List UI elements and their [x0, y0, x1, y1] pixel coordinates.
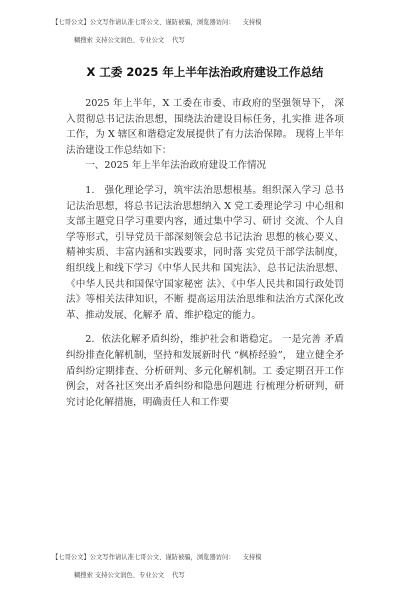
- intro-paragraph: 2025 年上半年，X 工委在市委、市政府的坚强领导下， 深入贯彻总书记法治思想，围绕法治建设目标任务，扎实推 进各项工作，为 X 辖区和谐稳定发展提供了有力法治保障。 现将上半年法治建设工作总结如下：: [66, 98, 344, 156]
- body-paragraph-2: 2．依法化解矛盾纠纷，维护社会和谐稳定。 一是完善 矛盾纠纷排查化解机制，坚持和发展新时代 “枫桥经验”， 建立健全矛盾纠纷定期排查、分析研判、多元化解机制。工 委定期召开工作例会，对各社区突出矛盾纠纷和隐患问题进 行梳理分析研判，研究讨论化解措施，明确责任人和工作要: [66, 334, 344, 408]
- banner-line-2: 糊搜索 支持公文润色、专业公文 代写: [74, 37, 185, 44]
- body-paragraph-1: 1． 强化理论学习，筑牢法治思想根基。组织深入学习 总书记法治思想，将总书记法治思想纳入 X 党工委理论学习 中心组和支部主题党日学习重要内容，通过集中学习、研讨 交流、个人自学等形式，引导党员干部深刻领会总书记法治 思想的核心要义、精神实质、丰富内涵和实践要求，同时落 实党员干部学法制度，组织线上和线下学习《中华人民共和 国宪法》、总书记法治思想、《中华人民共和国保守国家秘密 法》、《中华人民共和国行政处罚法》等相关法律知识，不断 提高运用法治思维和法治方式深化改革、推动发展、化解矛 盾、维护稳定的能力。: [66, 184, 344, 321]
- banner-line-2: 糊搜索 支持公文润色、专业公文 代写: [74, 572, 185, 579]
- header-watermark-banner: [44, 9, 374, 63]
- banner-line-1: 【七哥公文】公文写作请认准七哥公文、谨防被骗，浏览器访问： 支持模: [52, 554, 262, 561]
- banner-line-1: 【七哥公文】公文写作请认准七哥公文、谨防被骗，浏览器访问： 支持模: [52, 19, 262, 26]
- document-title: X 工委 2025 年上半年法治政府建设工作总结: [86, 65, 324, 79]
- document-body: [66, 96, 344, 410]
- footer-watermark-banner: [44, 544, 374, 598]
- section-heading: 一、2025 年上半年法治政府建设工作情况: [85, 160, 267, 172]
